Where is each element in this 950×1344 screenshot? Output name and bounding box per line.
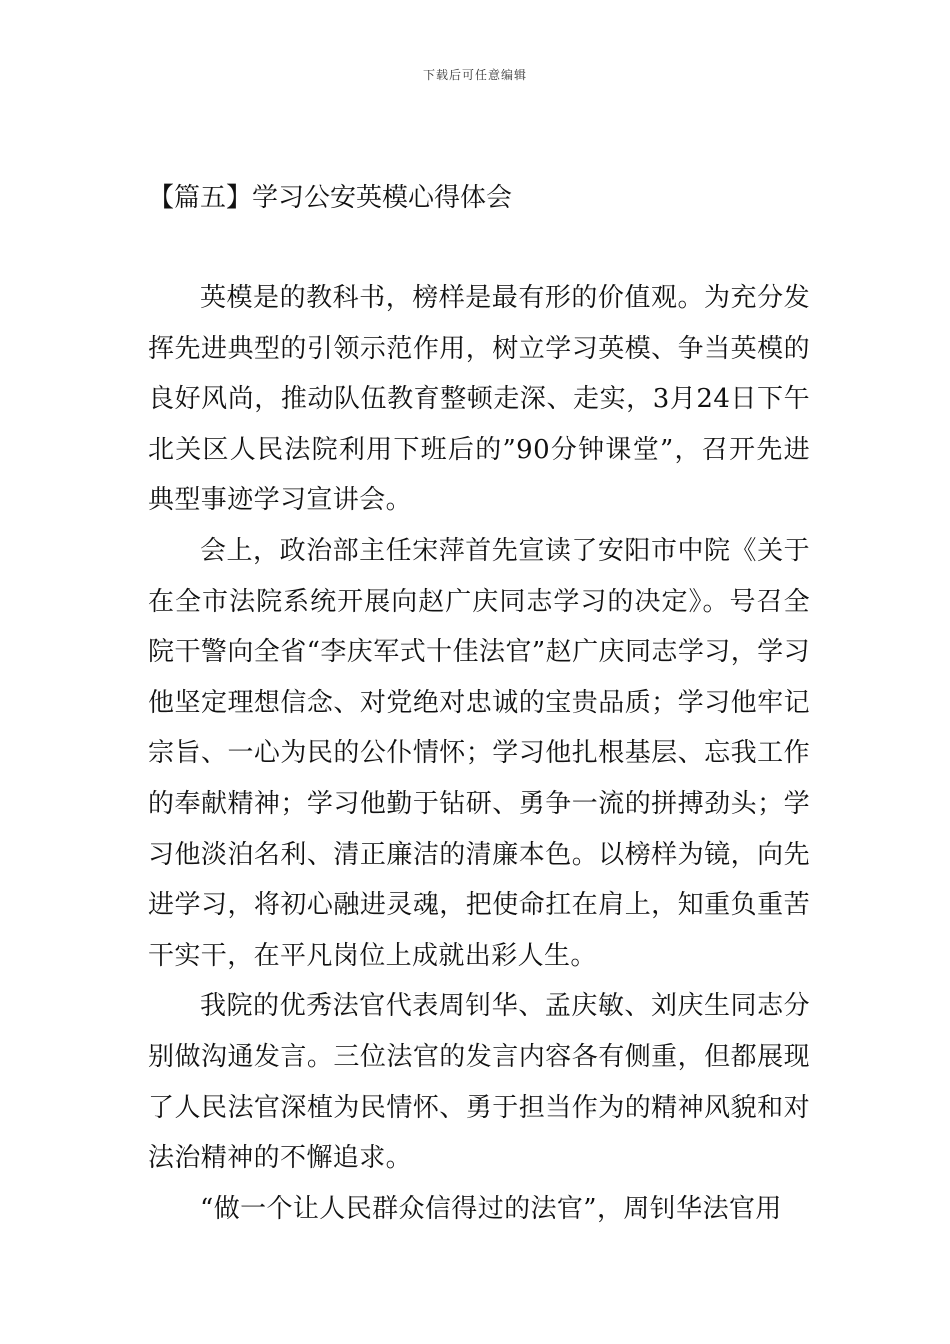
header-note: 下载后可任意编辑 (422, 68, 527, 82)
paragraph-3: 我院的优秀法官代表周钊华、孟庆敏、刘庆生同志分别做沟通发言。三位法官的发言内容各有侧重，但都展现了人民法官深植为民情怀、勇于担当作为的精神风貌和对法治精神的不懈追求。 (148, 991, 810, 1174)
paragraph-2: 会上，政治部主任宋萍首先宣读了安阳市中院《关于在全市法院系统开展向赵广庆同志学习的决定》。号召全院干警向全省“李庆军式十佳法官”赵广庆同志学习，学习他坚定理想信念、对党绝对忠诚的宝贵品质；学习他牢记宗旨、一心为民的公仆情怀；学习他扎根基层、忘我工作的奉献精神；学习他勤于钻研、勇争一流的拼搏劲头；学习他淡泊名利、清正廉洁的清廉本色。以榜样为镜，向先进学习，将初心融进灵魂，把使命扛在肩上，知重负重苦干实干，在平凡岗位上成就出彩人生。 (148, 535, 810, 971)
paragraph-4: “做一个让人民群众信得过的法官”，周钊华法官用 (200, 1193, 782, 1224)
document-body (148, 273, 810, 1234)
document-title: 【篇五】学习公安英模心得体会 (148, 183, 513, 213)
paragraph-1: 英模是的教科书，榜样是最有形的价值观。为充分发挥先进典型的引领示范作用，树立学习英模、争当英模的良好风尚，推动队伍教育整顿走深、走实，3月24日下午北关区人民法院利用下班后的”90分钟课堂”，召开先进典型事迹学习宣讲会。 (148, 283, 810, 516)
